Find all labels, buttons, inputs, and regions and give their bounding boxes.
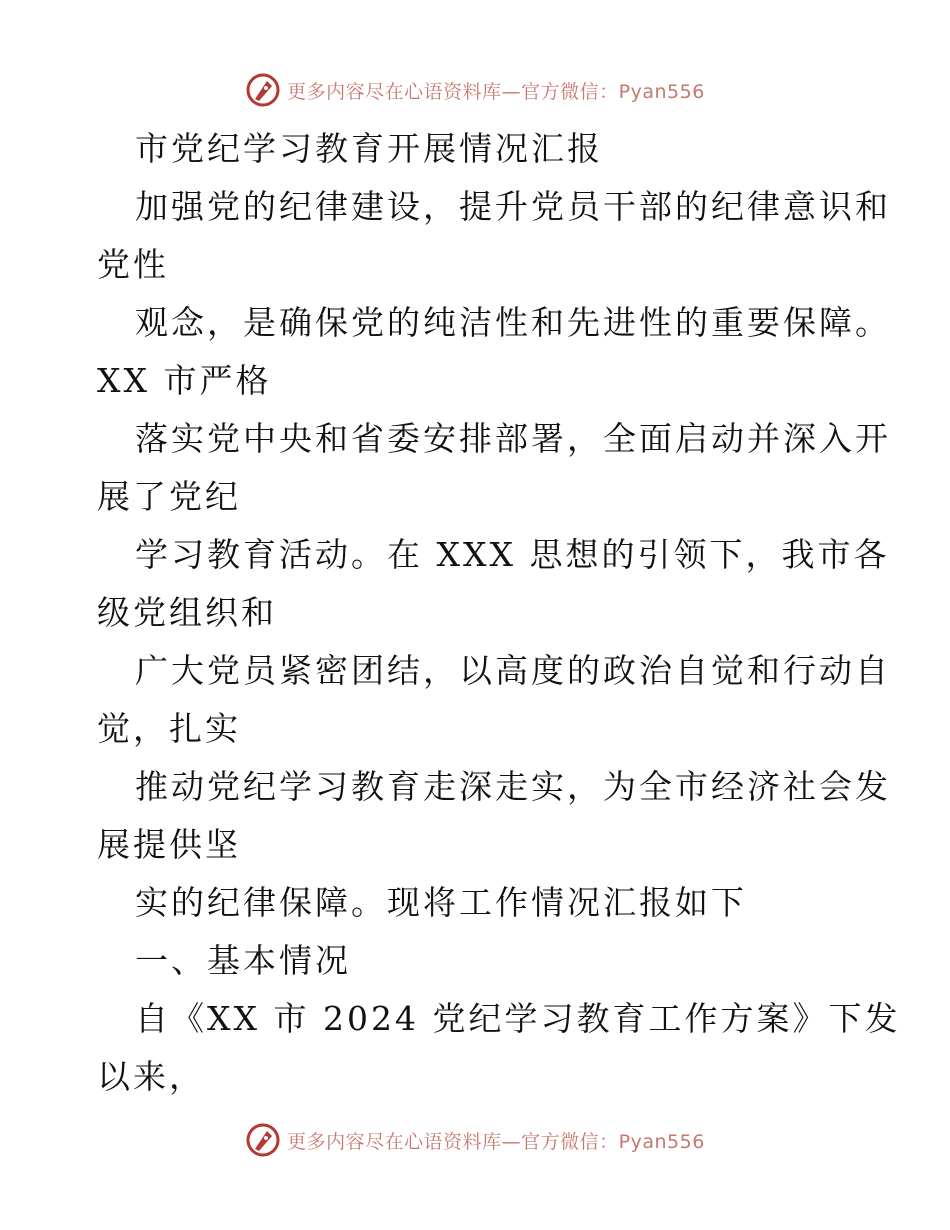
document-title: 市党纪学习教育开展情况汇报 xyxy=(135,129,603,168)
paragraph-line: 实的纪律保障。现将工作情况汇报如下 xyxy=(135,883,747,922)
paragraph-line: 落实党中央和省委安排部署，全面启动并深入开 xyxy=(135,419,891,458)
paragraph-line: XX 市严格 xyxy=(97,361,272,400)
watermark-text: 更多内容尽在心语资料库—官方微信：Pyan556 xyxy=(287,80,705,103)
paragraph-line: 广大党员紧密团结，以高度的政治自觉和行动自 xyxy=(135,651,891,690)
paragraph-line: 党性 xyxy=(97,245,169,284)
paragraph-line: 展了党纪 xyxy=(97,477,241,516)
paragraph-line: 觉，扎实 xyxy=(97,709,241,748)
document-body xyxy=(97,120,901,1106)
watermark-text: 更多内容尽在心语资料库—官方微信：Pyan556 xyxy=(287,1130,705,1153)
header-watermark xyxy=(0,70,950,110)
paragraph-line: 观念，是确保党的纯洁性和先进性的重要保障。 xyxy=(135,303,891,342)
paragraph-line: 加强党的纪律建设，提升党员干部的纪律意识和 xyxy=(135,187,891,226)
paragraph-line: 推动党纪学习教育走深走实，为全市经济社会发 xyxy=(135,767,891,806)
paragraph-line: 以来， xyxy=(97,1057,205,1096)
pen-nib-logo-icon xyxy=(245,1122,281,1158)
section-heading: 一、基本情况 xyxy=(135,941,351,980)
paragraph-line: 学习教育活动。在 XXX 思想的引领下，我市各 xyxy=(135,535,890,574)
footer-watermark xyxy=(0,1120,950,1160)
paragraph-line: 自《XX 市 2024 党纪学习教育工作方案》下发 xyxy=(135,999,901,1038)
pen-nib-logo-icon xyxy=(245,72,281,108)
paragraph-line: 展提供坚 xyxy=(97,825,241,864)
paragraph-line: 级党组织和 xyxy=(97,593,277,632)
